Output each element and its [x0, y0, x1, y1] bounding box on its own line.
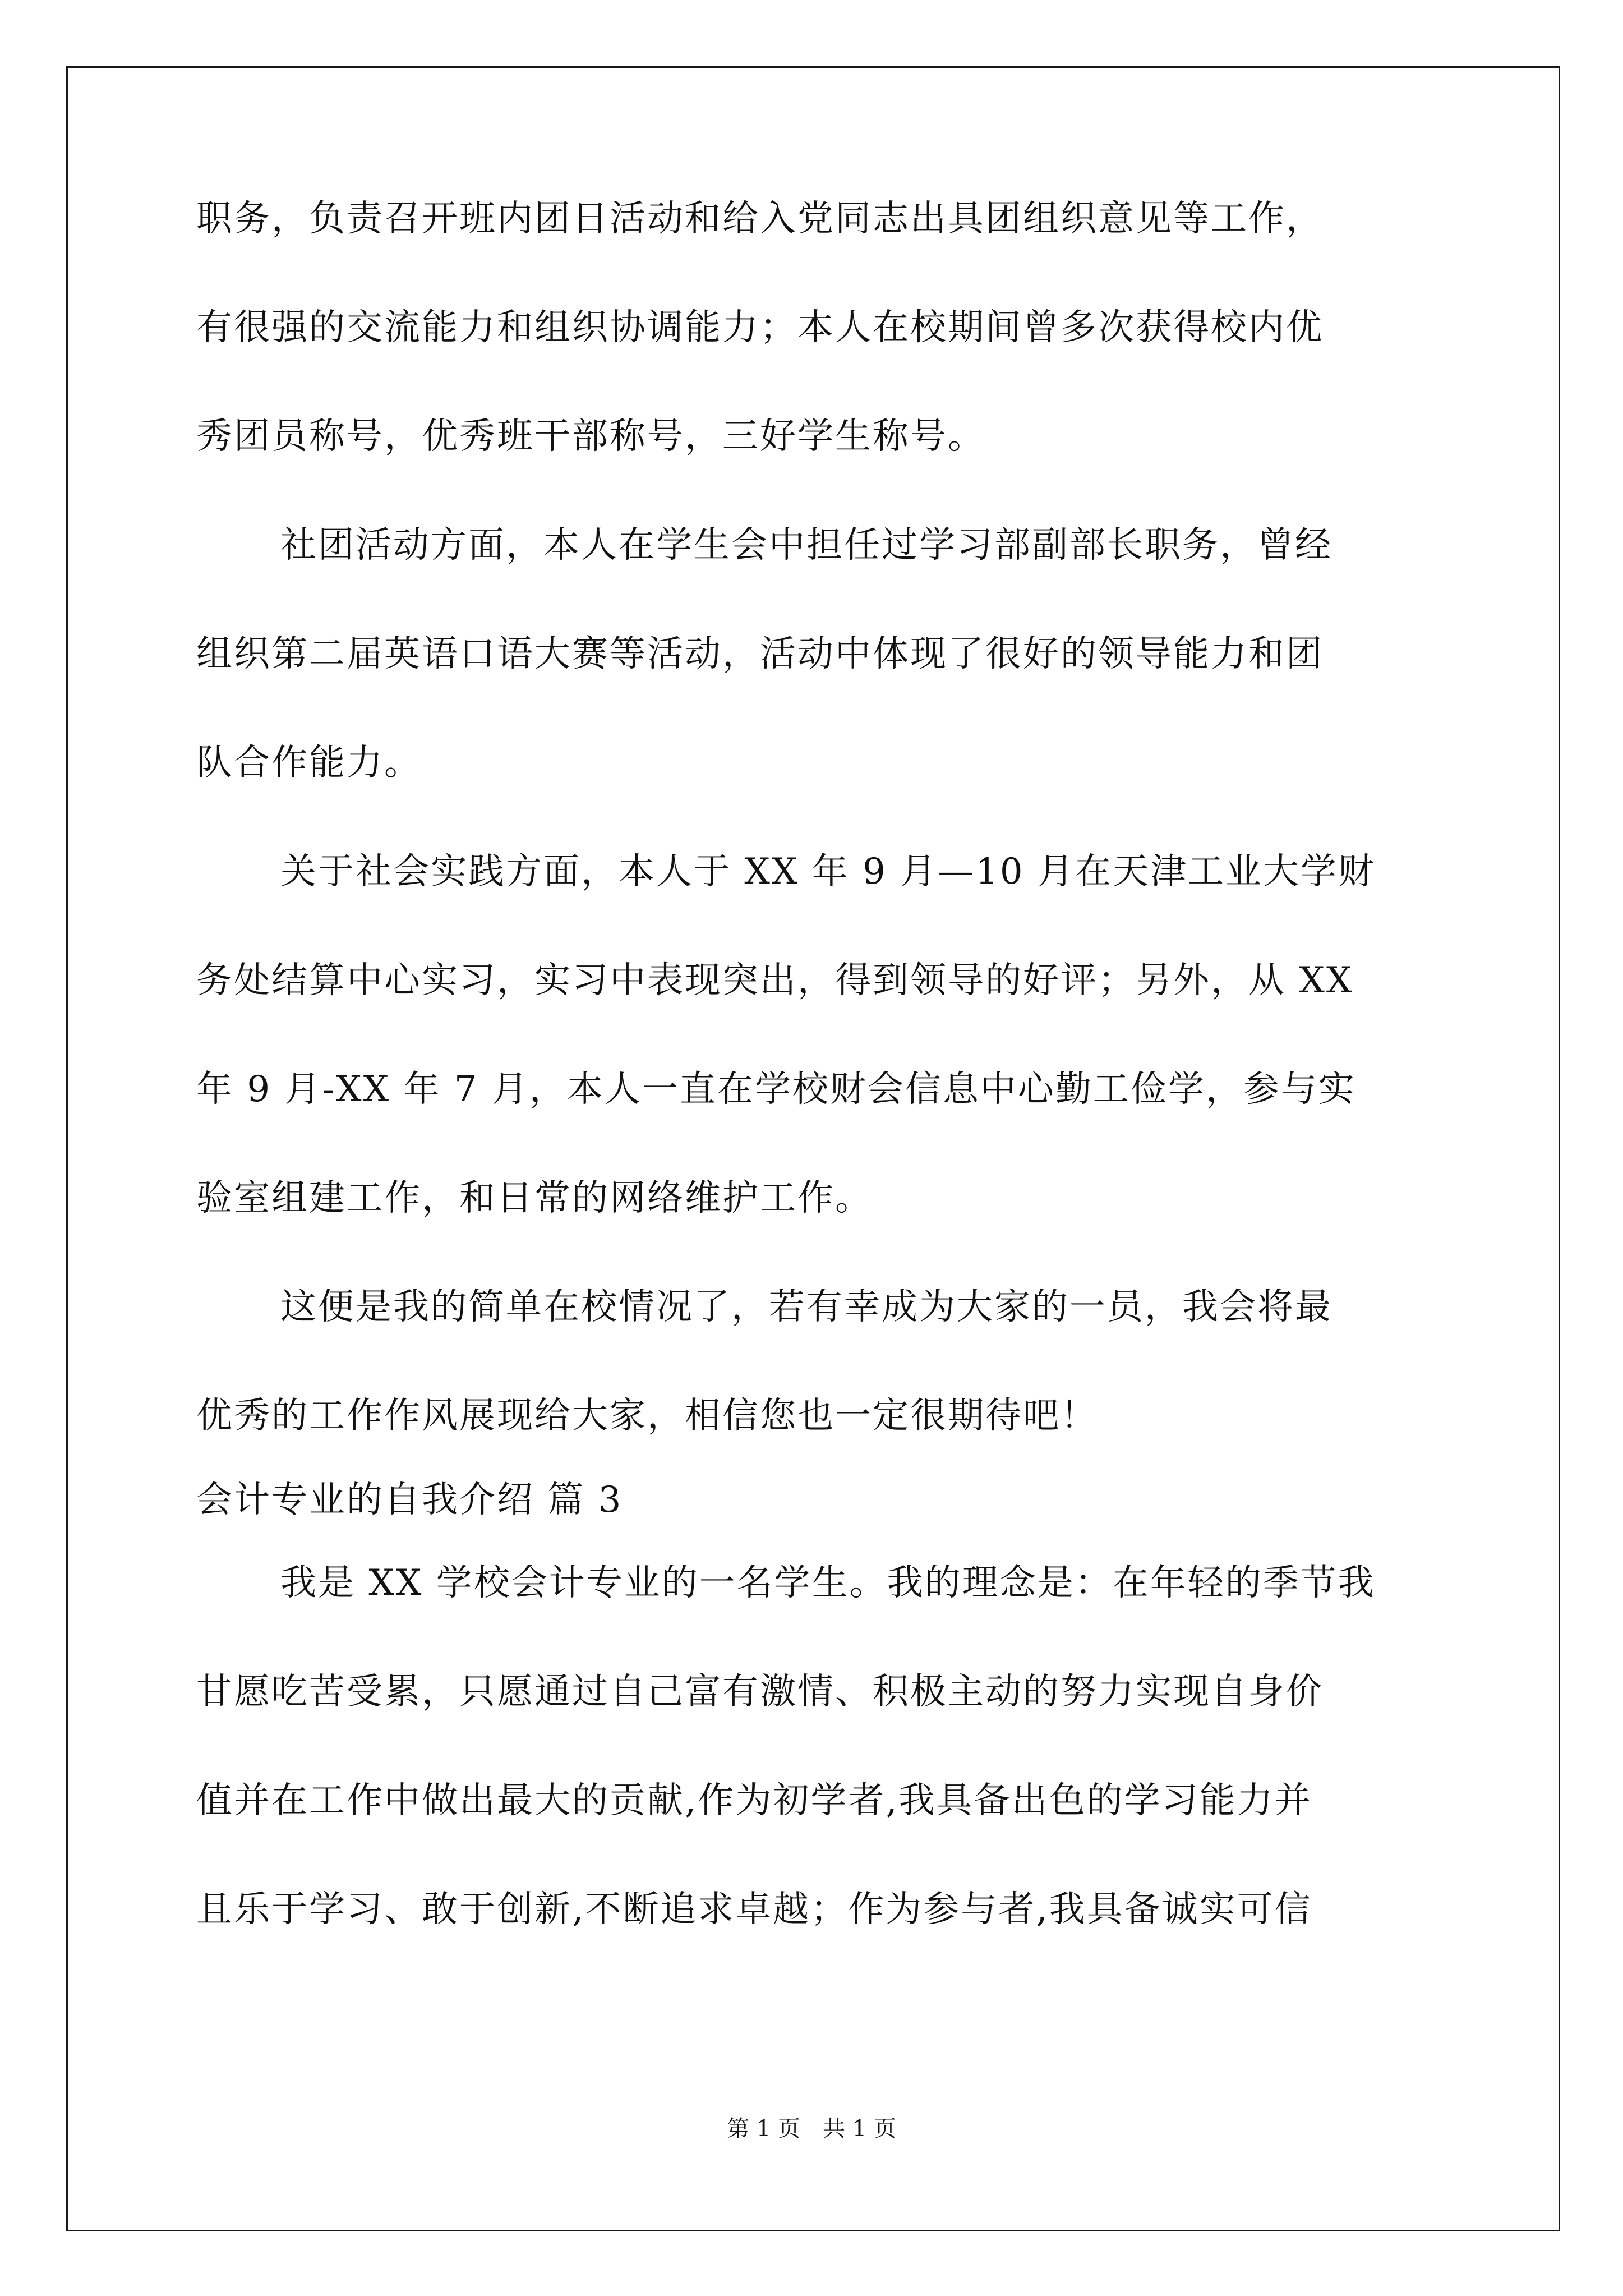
text-line: 秀团员称号，优秀班干部称号，三好学生称号。	[196, 416, 985, 457]
text-line: 值并在工作中做出最大的贡献,作为初学者,我具备出色的学习能力并	[196, 1780, 1312, 1821]
text-line: 验室组建工作，和日常的网络维护工作。	[196, 1177, 873, 1219]
section-heading: 会计专业的自我介绍 篇 3	[196, 1479, 623, 1521]
text-line: 且乐于学习、敢于创新,不断追求卓越；作为参与者,我具备诚实可信	[196, 1889, 1312, 1930]
text-line: 组织第二届英语口语大赛等活动，活动中体现了很好的领导能力和团	[196, 633, 1324, 675]
text-line: 务处结算中心实习，实习中表现突出，得到领导的好评；另外，从 XX	[196, 960, 1354, 1001]
text-line: 队合作能力。	[196, 742, 422, 784]
text-line: 我是 XX 学校会计专业的一名学生。我的理念是：在年轻的季节我	[280, 1562, 1376, 1604]
text-line: 社团活动方面，本人在学生会中担任过学习部副部长职务，曾经	[280, 524, 1332, 566]
text-line: 关于社会实践方面，本人于 XX 年 9 月—10 月在天津工业大学财	[280, 851, 1376, 892]
text-line: 职务，负责召开班内团日活动和给入党同志出具团组织意见等工作，	[196, 198, 1324, 240]
text-line: 甘愿吃苦受累，只愿通过自己富有激情、积极主动的努力实现自身价	[196, 1671, 1324, 1713]
text-line: 年 9 月-XX 年 7 月，本人一直在学校财会信息中心勤工俭学，参与实	[196, 1069, 1356, 1110]
text-line: 优秀的工作作风展现给大家，相信您也一定很期待吧！	[196, 1395, 1098, 1437]
page-footer: 第 1 页 共 1 页	[727, 2116, 896, 2142]
text-line: 有很强的交流能力和组织协调能力；本人在校期间曾多次获得校内优	[196, 307, 1324, 348]
text-line: 这便是我的简单在校情况了，若有幸成为大家的一员，我会将最	[280, 1286, 1332, 1328]
